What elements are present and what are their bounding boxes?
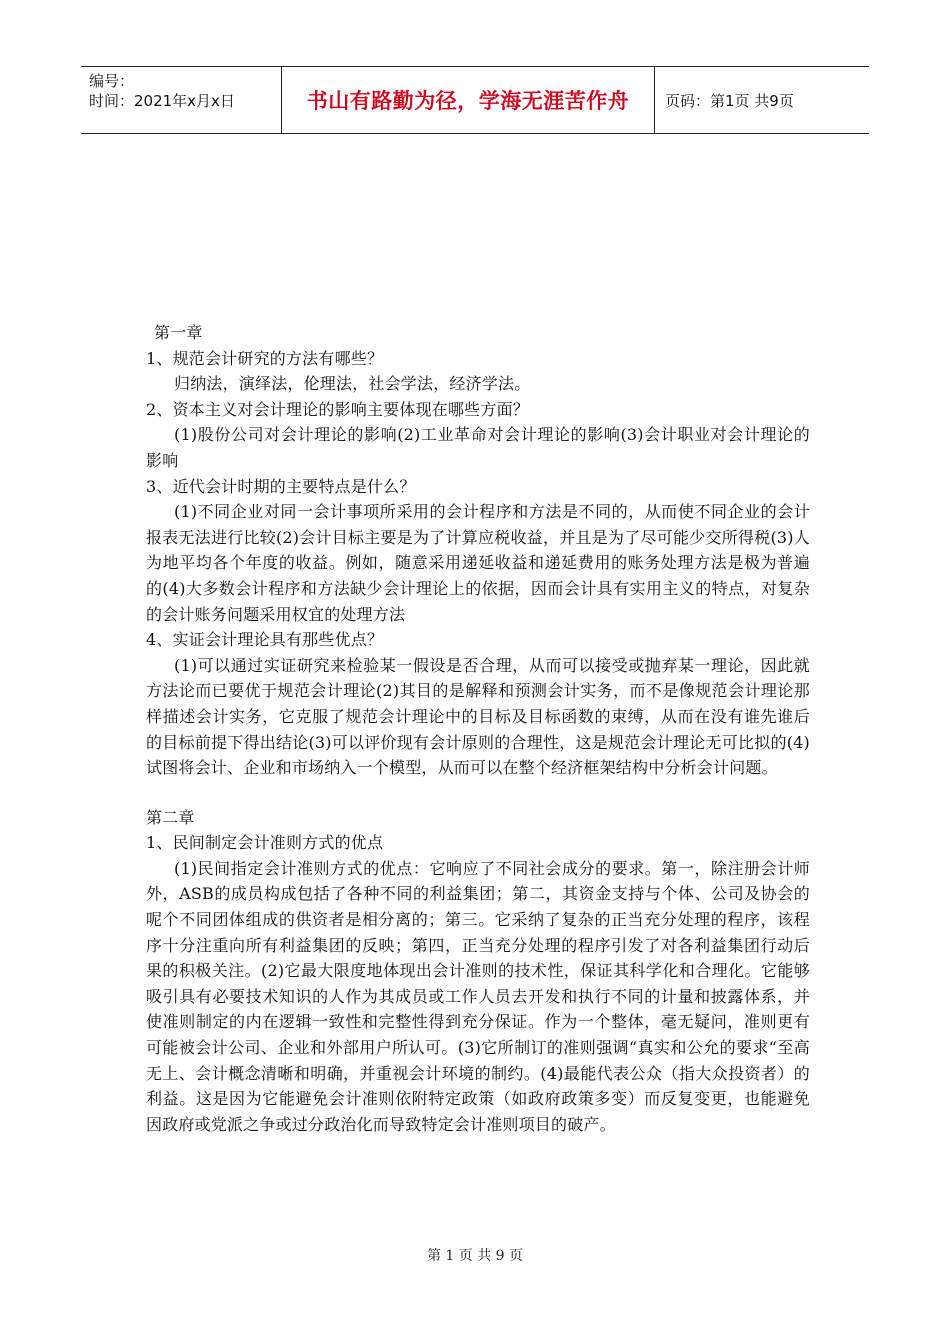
page-footer: 第 1 页 共 9 页 [426, 1248, 524, 1264]
header-meta [81, 67, 282, 133]
question: 3、近代会计时期的主要特点是什么？ [146, 476, 416, 496]
document-body [146, 320, 810, 1137]
answer: (1)股份公司对会计理论的影响(2)工业革命对会计理论的影响(3)会计职业对会计理论的影响 [146, 425, 810, 470]
document-header [81, 66, 869, 134]
answer: (1)可以通过实证研究来检验某一假设是否合理，从而可以接受或抛弃某一理论，因此就方法论而已要优于规范会计理论(2)其目的是解释和预测会计实务，而不是像规范会计理论那样描述会计实务，它克服了规范会计理论中的目标及目标函数的束缚，从而在没有谁先谁后的目标前提下得出结论(3)可以评价现有会计原则的合理性，这是规范会计理论无可比拟的(4)试图将会计、企业和市场纳入一个模型，从而可以在整个经济框架结构中分析会计问题。 [146, 655, 810, 778]
question: 4、实证会计理论具有那些优点？ [146, 630, 384, 650]
section-spacer [146, 781, 810, 805]
question: 1、民间制定会计准则方式的优点 [146, 833, 384, 853]
header-time: 时间：2021年x月x日 [89, 92, 235, 110]
header-page-info: 页码：第1页 共9页 [665, 91, 794, 110]
answer: (1)民间指定会计准则方式的优点：它响应了不同社会成分的要求。第一，除注册会计师外，ASB的成员构成包括了各种不同的利益集团；第二，其资金支持与个体、公司及协会的呢个不同团体组成的供资者是相分离的；第三。它采纳了复杂的正当充分处理的程序，该程序十分注重向所有利益集团的反映；第四，正当充分处理的程序引发了对各利益集团行动后果的积极关注。(2)它最大限度地体现出会计准则的技术性，保证其科学化和合理化。它能够吸引具有必要技术知识的人作为其成员或工作人员去开发和执行不同的计量和披露体系，并使准则制定的内在逻辑一致性和完整性得到充分保证。作为一个整体，毫无疑问，准则更有可能被会计公司、企业和外部用户所认可。(3)它所制订的准则强调“真实和公允的要求“至高无上、会计概念清晰和明确，并重视会计环境的制约。(4)最能代表公众（指大众投资者）的利益。这是因为它能避免会计准则依附特定政策（如政府政策多变）而反复变更，也能避免因政府或党派之争或过分政治化而导致特定会计准则项目的破产。 [146, 858, 810, 1134]
answer: (1)不同企业对同一会计事项所采用的会计程序和方法是不同的，从而使不同企业的会计报表无法进行比较(2)会计目标主要是为了计算应税收益，并且是为了尽可能少交所得税(3)人为地平均各个年度的收益。例如，随意采用递延收益和递延费用的账务处理方法是极为普遍的(4)大多数会计程序和方法缺少会计理论上的依据，因而会计具有实用主义的特点，对复杂的会计账务问题采用权宜的处理方法 [146, 502, 810, 624]
question: 1、规范会计研究的方法有哪些？ [146, 348, 384, 368]
chapter-2-title: 第二章 [146, 807, 195, 827]
header-number: 编号： [89, 72, 135, 90]
question: 2、资本主义对会计理论的影响主要体现在哪些方面？ [146, 399, 529, 419]
chapter-1-title: 第一章 [154, 323, 203, 342]
answer: 归纳法，演绎法，伦理法，社会学法，经济学法。 [174, 374, 531, 394]
header-motto: 书山有路勤为径，学海无涯苦作舟 [282, 67, 655, 133]
